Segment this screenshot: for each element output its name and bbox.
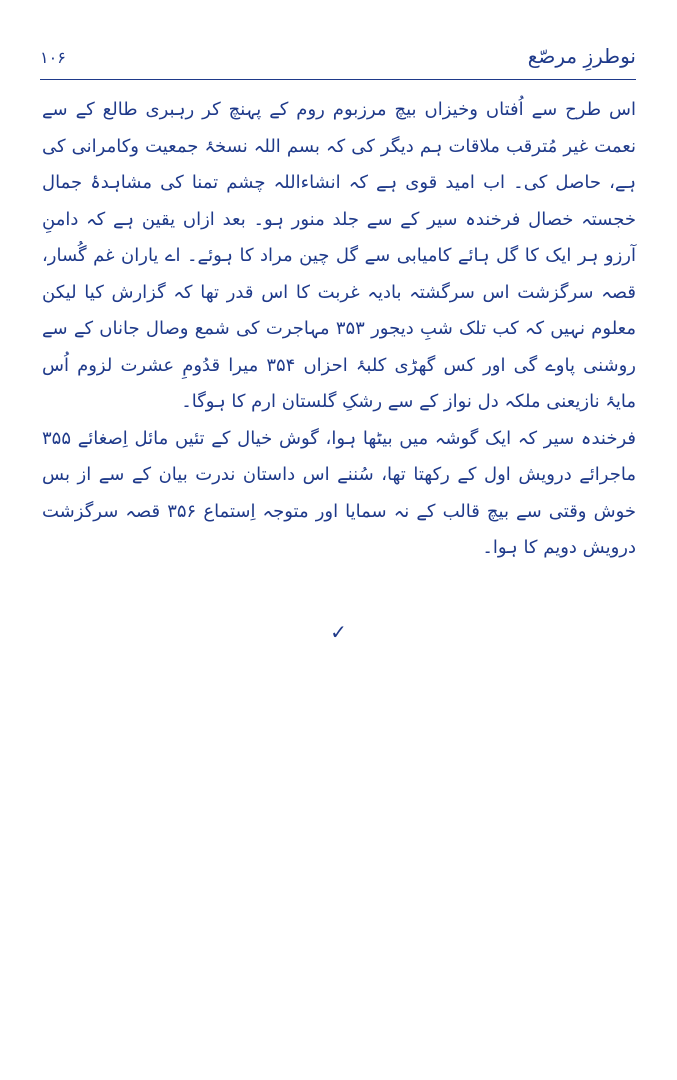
body-text [42,92,636,567]
running-title: نوطرزِ مرصّع [527,44,636,68]
header-rule [40,79,636,80]
page-header [40,44,636,74]
page-number: ۱۰۶ [40,48,66,67]
paragraph-2: فرخندہ سیر کہ ایک گوشہ میں بیٹھا ہوا، گوش خیال کے تئیں مائل اِصغائے ۳۵۵ ماجرائے درویش اول کے رکھتا تھا، سُننے اس داستان ندرت بیان کے سے از بس خوش وقتی سے بیچ قالب کے نہ سمایا اور متوجہ اِستماع ۳۵۶ قصہ سرگزشت درویش دویم کا ہوا۔ [42,427,636,558]
paragraph-1: اس طرح سے اُفتاں وخیزاں بیچ مرزبوم روم کے پہنچ کر رہبری طالع کے سے نعمت غیر مُترقب ملاقات ہم دیگر کی کہ بسم اللہ نسخۂ جمعیت وکامرانی کی ہے، حاصل کی۔ اب امید قوی ہے کہ انشاءاللہ چشم تمنا کی مشاہدۂ جمال خجستہ خصال فرخندہ سیر کے سے جلد منور ہو۔ بعد ازاں یقین ہے کہ دامنِ آرزو ہر ایک کا گل ہائے کامیابی سے گل چین مراد کا ہوئے۔ اے یاران غم گُسار، قصہ سرگزشت اس سرگشتہ بادیہ غربت کا اس قدر تھا کہ گزارش کیا لیکن معلوم نہیں کہ کب تلک شبِ دیجور ۳۵۳ مہاجرت کی شمع وصال جاناں کے سے روشنی پاوے گی اور کس گھڑی کلبۂ احزاں ۳۵۴ میرا قدُومِ عشرت لزوم اُس مایۂ نازیعنی ملکہ دل نواز کے سے رشکِ گلستان ارم کا ہوگا۔ [42,99,637,412]
end-mark-icon: ✓ [330,620,347,644]
